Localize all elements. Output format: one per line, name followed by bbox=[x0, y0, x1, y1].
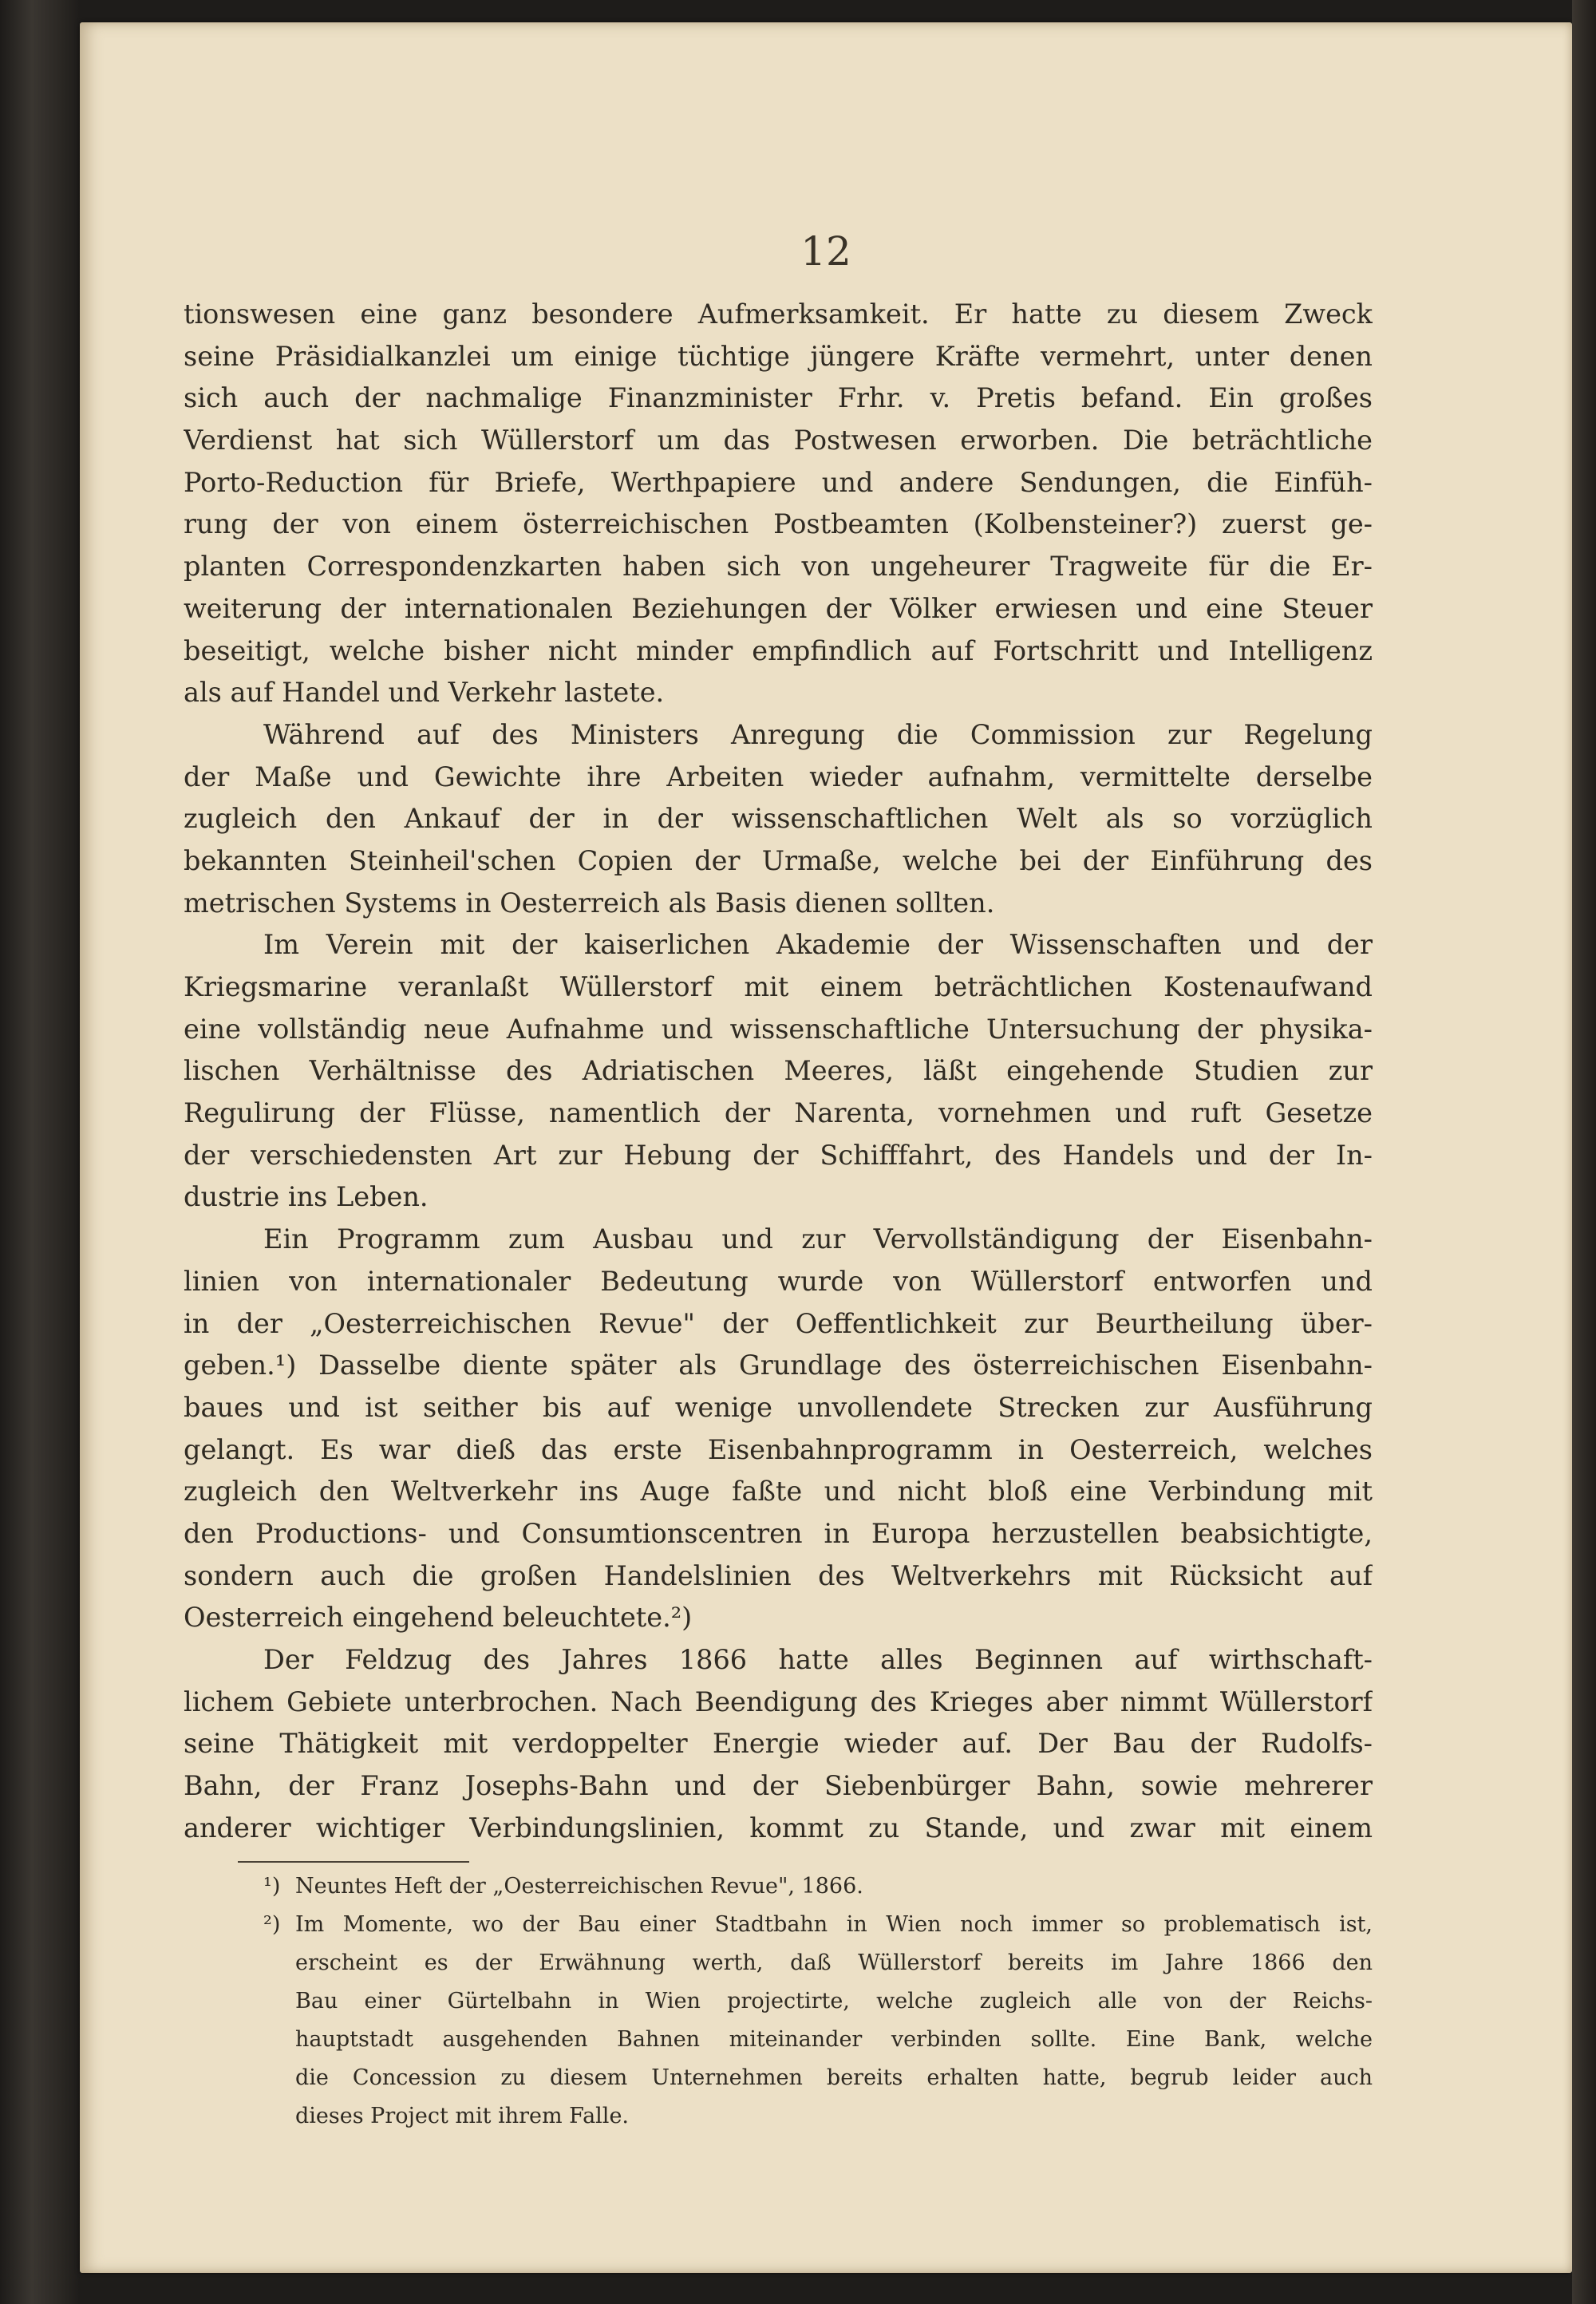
text-line: Porto-Reduction für Briefe, Werthpapiere und andere Sendungen, die Einfüh- bbox=[184, 466, 1373, 498]
text-line: dustrie ins Leben. bbox=[184, 1181, 429, 1213]
text-line: seine Präsidialkanzlei um einige tüchtige jüngere Kräfte vermehrt, unter denen bbox=[184, 340, 1373, 372]
footnote-marker: ²) bbox=[263, 1912, 281, 1937]
text-line: in der „Oesterreichischen Revue" der Oeffentlichkeit zur Beurtheilung über- bbox=[184, 1307, 1373, 1339]
main-text-block bbox=[184, 294, 1373, 1849]
text-line: Ein Programm zum Ausbau und zur Vervollständigung der Eisenbahn- bbox=[263, 1223, 1373, 1255]
text-line: der verschiedensten Art zur Hebung der Schifffahrt, des Handels und der In- bbox=[184, 1139, 1373, 1171]
text-line: eine vollständig neue Aufnahme und wissenschaftliche Untersuchung der physika- bbox=[184, 1013, 1373, 1045]
footnote-line bbox=[184, 1906, 1373, 1944]
text-line: Regulirung der Flüsse, namentlich der Narenta, vornehmen und ruft Gesetze bbox=[184, 1097, 1373, 1129]
text-line: zugleich den Weltverkehr ins Auge faßte und nicht bloß eine Verbindung mit bbox=[184, 1476, 1373, 1508]
text-line: Verdienst hat sich Wüllerstorf um das Postwesen erworben. Die beträchtliche bbox=[184, 425, 1373, 456]
footnote-text: Bau einer Gürtelbahn in Wien projectirte, welche zugleich alle von der Reichs- bbox=[295, 1989, 1373, 2014]
footnote-text: die Concession zu diesem Unternehmen bereits erhalten hatte, begrub leider auch bbox=[295, 2065, 1373, 2090]
text-line: Während auf des Ministers Anregung die Commission zur Regelung bbox=[263, 718, 1373, 750]
text-line: tionswesen eine ganz besondere Aufmerksamkeit. Er hatte zu diesem Zweck bbox=[184, 298, 1373, 330]
text-line: weiterung der internationalen Beziehungen der Völker erwiesen und eine Steuer bbox=[184, 592, 1373, 624]
text-line: Im Verein mit der kaiserlichen Akademie der Wissenschaften und der bbox=[263, 929, 1373, 961]
text-line: Oesterreich eingehend beleuchtete.²) bbox=[184, 1602, 693, 1634]
text-line: linien von internationaler Bedeutung wurde von Wüllerstorf entworfen und bbox=[184, 1265, 1373, 1297]
footnote-line bbox=[184, 1867, 1373, 1906]
text-line: planten Correspondenzkarten haben sich von ungeheurer Tragweite für die Er- bbox=[184, 551, 1373, 583]
text-line: den Productions- und Consumtionscentren in Europa herzustellen beabsichtigte, bbox=[184, 1517, 1373, 1549]
text-line: beseitigt, welche bisher nicht minder empfindlich auf Fortschritt und Intelligenz bbox=[184, 634, 1373, 666]
footnote-line bbox=[184, 2021, 1373, 2059]
text-line: seine Thätigkeit mit verdoppelter Energie wieder auf. Der Bau der Rudolfs- bbox=[184, 1728, 1373, 1760]
page-number: 12 bbox=[800, 228, 851, 275]
text-line: rung der von einem österreichischen Postbeamten (Kolbensteiner?) zuerst ge- bbox=[184, 508, 1373, 540]
text-line: zugleich den Ankauf der in der wissenschaftlichen Welt als so vorzüglich bbox=[184, 803, 1373, 835]
text-line: Bahn, der Franz Josephs-Bahn und der Siebenbürger Bahn, sowie mehrerer bbox=[184, 1770, 1373, 1802]
text-line: lischen Verhältnisse des Adriatischen Meeres, läßt eingehende Studien zur bbox=[184, 1055, 1373, 1087]
footnote-line bbox=[184, 1944, 1373, 1982]
text-line: lichem Gebiete unterbrochen. Nach Beendigung des Krieges aber nimmt Wüllerstorf bbox=[184, 1686, 1373, 1717]
text-line: metrischen Systems in Oesterreich als Basis dienen sollten. bbox=[184, 887, 995, 919]
text-line: als auf Handel und Verkehr lastete. bbox=[184, 677, 665, 709]
text-line: der Maße und Gewichte ihre Arbeiten wieder aufnahm, vermittelte derselbe bbox=[184, 761, 1373, 792]
text-line: Kriegsmarine veranlaßt Wüllerstorf mit einem beträchtlichen Kostenaufwand bbox=[184, 971, 1373, 1002]
text-line: geben.¹) Dasselbe diente später als Grundlage des österreichischen Eisenbahn- bbox=[184, 1350, 1373, 1381]
footnote-line bbox=[184, 1982, 1373, 2021]
book-cover-edge bbox=[1572, 0, 1596, 2304]
text-line: baues und ist seither bis auf wenige unvollendete Strecken zur Ausführung bbox=[184, 1391, 1373, 1423]
text-line: bekannten Steinheil'schen Copien der Urmaße, welche bei der Einführung des bbox=[184, 844, 1373, 876]
text-line: anderer wichtiger Verbindungslinien, kommt zu Stande, und zwar mit einem bbox=[184, 1812, 1373, 1844]
footnotes-block bbox=[184, 1867, 1373, 2136]
footnote-separator bbox=[238, 1861, 469, 1863]
footnote-line bbox=[184, 2097, 1373, 2136]
text-line: sondern auch die großen Handelslinien des Weltverkehrs mit Rücksicht auf bbox=[184, 1559, 1373, 1591]
footnote-text: erscheint es der Erwähnung werth, daß Wüllerstorf bereits im Jahre 1866 den bbox=[295, 1950, 1373, 1975]
text-line: sich auch der nachmalige Finanzminister Frhr. v. Pretis befand. Ein großes bbox=[184, 382, 1373, 414]
footnote-text: Neuntes Heft der „Oesterreichischen Revue", 1866. bbox=[295, 1874, 863, 1899]
footnote-text: hauptstadt ausgehenden Bahnen miteinander verbinden sollte. Eine Bank, welche bbox=[295, 2027, 1373, 2052]
footnote-text: dieses Project mit ihrem Falle. bbox=[295, 2104, 629, 2128]
footnote-text: Im Momente, wo der Bau einer Stadtbahn in Wien noch immer so problematisch ist, bbox=[295, 1912, 1373, 1937]
text-line: gelangt. Es war dieß das erste Eisenbahnprogramm in Oesterreich, welches bbox=[184, 1433, 1373, 1465]
text-line: Der Feldzug des Jahres 1866 hatte alles Beginnen auf wirthschaft- bbox=[263, 1644, 1373, 1675]
footnote-line bbox=[184, 2059, 1373, 2097]
footnote-marker: ¹) bbox=[263, 1874, 281, 1899]
